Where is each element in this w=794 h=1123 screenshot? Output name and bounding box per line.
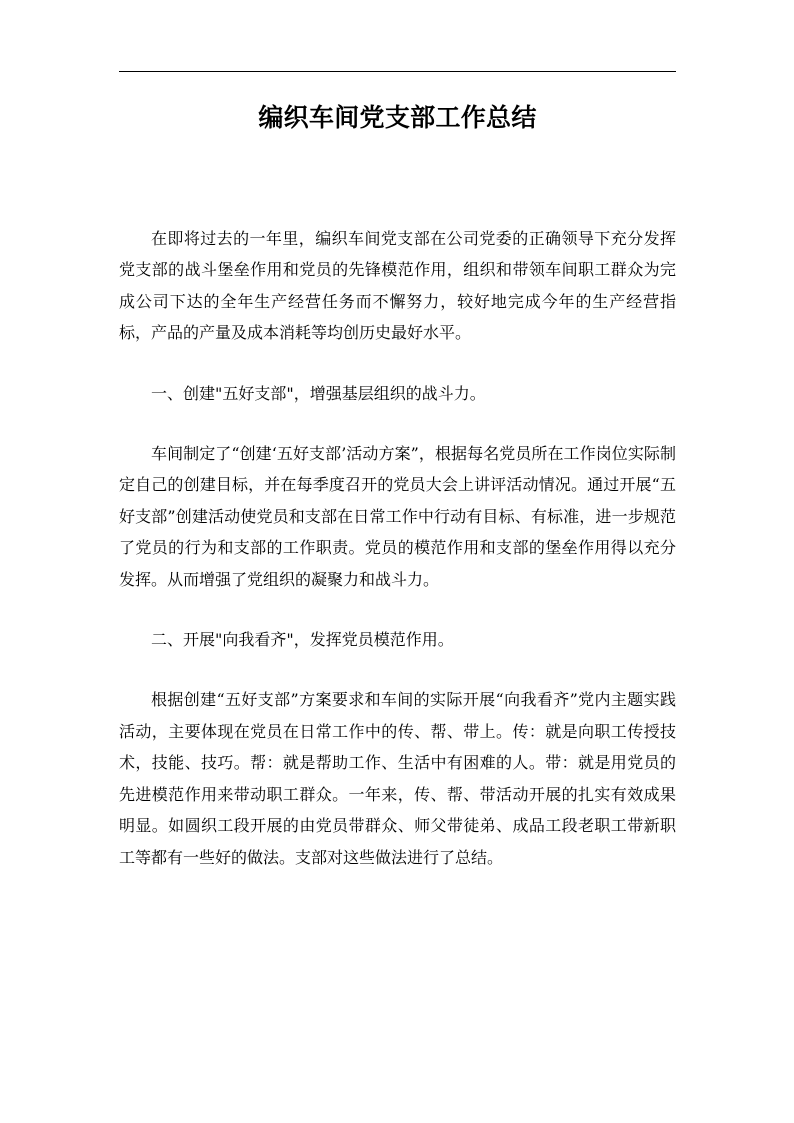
header-rule (119, 71, 676, 72)
section-2-paragraph: 根据创建“五好支部”方案要求和车间的实际开展“向我看齐”党内主题实践活动，主要体现在党员在日常工作中的传、帮、带上。传：就是向职工传授技术，技能、技巧。帮：就是帮助工作、生活中有困难的人。带：就是用党员的先进模范作用来带动职工群众。一年来，传、帮、带活动开展的扎实有效成果明显。如圆织工段开展的由党员带群众、师父带徒弟、成品工段老职工带新职工等都有一些好的做法。支部对这些做法进行了总结。 (119, 690, 676, 867)
section-heading-2: 二、开展"向我看齐"，发挥党员模范作用。 (151, 630, 454, 650)
document-body (119, 223, 676, 902)
intro-paragraph: 在即将过去的一年里，编织车间党支部在公司党委的正确领导下充分发挥党支部的战斗堡垒作用和党员的先锋模范作用，组织和带领车间职工群众为完成公司下达的全年生产经营任务而不懈努力，较好地完成今年的生产经营指标，产品的产量及成本消耗等均创历史最好水平。 (119, 229, 676, 343)
section-1-paragraph: 车间制定了“创建‘五好支部’活动方案”，根据每名党员所在工作岗位实际制定自己的创建目标，并在每季度召开的党员大会上讲评活动情况。通过开展“五好支部”创建活动使党员和支部在日常工作中行动有目标、有标准，进一步规范了党员的行为和支部的工作职责。党员的模范作用和支部的堡垒作用得以充分发挥。从而增强了党组织的凝聚力和战斗力。 (119, 444, 676, 589)
document-title: 编织车间党支部工作总结 (258, 103, 537, 132)
section-heading-1: 一、创建"五好支部"，增强基层组织的战斗力。 (151, 383, 486, 403)
